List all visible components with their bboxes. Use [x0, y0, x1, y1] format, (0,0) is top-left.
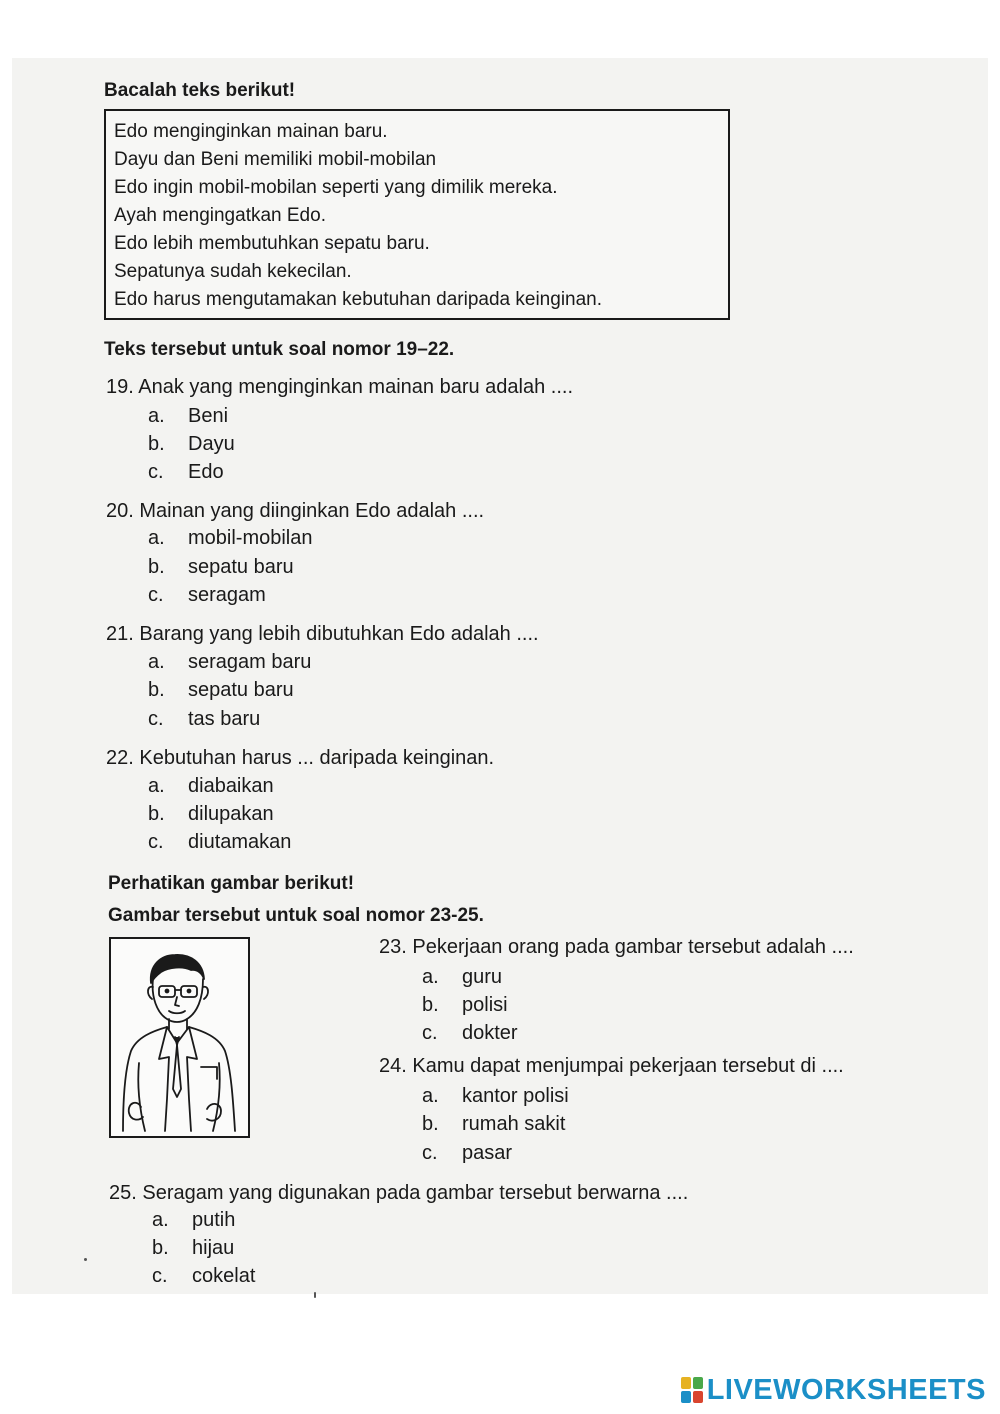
option-25a[interactable]	[152, 1209, 235, 1232]
option-letter: b.	[148, 433, 165, 455]
question-25	[109, 1182, 688, 1205]
option-22a[interactable]	[148, 775, 274, 798]
option-19c[interactable]	[148, 461, 224, 484]
option-text: rumah sakit	[462, 1113, 566, 1135]
option-23c[interactable]	[422, 1022, 518, 1045]
option-text: sepatu baru	[188, 679, 294, 701]
option-24a[interactable]	[422, 1085, 569, 1108]
question-text: Barang yang lebih dibutuhkan Edo adalah ....	[139, 623, 539, 645]
option-21a[interactable]	[148, 651, 311, 674]
reading-instruction: Bacalah teks berikut!	[104, 80, 296, 101]
option-letter: c.	[152, 1265, 168, 1287]
question-number: 25.	[109, 1182, 137, 1204]
option-text: diutamakan	[188, 831, 292, 853]
option-letter: c.	[422, 1142, 438, 1164]
picture-instruction: Perhatikan gambar berikut!	[108, 873, 355, 894]
option-text: Beni	[188, 405, 229, 427]
reading-passage-box	[104, 109, 730, 320]
option-19b[interactable]	[148, 433, 235, 456]
option-text: diabaikan	[188, 775, 274, 797]
option-letter: c.	[148, 831, 164, 853]
reading-line: Ayah mengingatkan Edo.	[114, 205, 326, 226]
doctor-picture-frame	[109, 937, 250, 1138]
liveworksheets-brand: LIVEWORKSHEETS	[706, 1373, 986, 1406]
reading-line: Sepatunya sudah kekecilan.	[114, 261, 352, 282]
option-letter: a.	[422, 966, 439, 988]
option-text: sepatu baru	[188, 556, 294, 578]
question-text: Pekerjaan orang pada gambar tersebut adalah ....	[412, 936, 854, 958]
option-letter: c.	[148, 461, 164, 483]
option-text: seragam baru	[188, 651, 312, 673]
question-text: Seragam yang digunakan pada gambar tersebut berwarna ....	[142, 1182, 689, 1204]
option-letter: a.	[148, 775, 165, 797]
question-22	[106, 747, 494, 770]
question-number: 24.	[379, 1055, 407, 1077]
option-letter: b.	[148, 679, 165, 701]
option-letter: b.	[148, 556, 165, 578]
question-number: 23.	[379, 936, 407, 958]
option-letter: b.	[422, 1113, 439, 1135]
option-letter: c.	[148, 708, 164, 730]
option-text: seragam	[188, 584, 266, 606]
reading-line: Edo harus mengutamakan kebutuhan daripada keinginan.	[114, 289, 603, 310]
option-text: cokelat	[192, 1265, 256, 1287]
option-text: polisi	[462, 994, 508, 1016]
question-21	[106, 623, 539, 646]
option-20c[interactable]	[148, 584, 266, 607]
option-21b[interactable]	[148, 679, 294, 702]
question-23	[379, 936, 854, 959]
liveworksheets-logo-icon	[681, 1377, 703, 1403]
option-text: putih	[192, 1209, 236, 1231]
option-letter: a.	[148, 651, 165, 673]
option-letter: a.	[152, 1209, 169, 1231]
option-text: mobil-mobilan	[188, 527, 313, 549]
reading-caption: Teks tersebut untuk soal nomor 19–22.	[104, 339, 455, 360]
option-24b[interactable]	[422, 1113, 565, 1136]
question-text: Mainan yang diinginkan Edo adalah ....	[139, 500, 485, 522]
option-letter: a.	[422, 1085, 439, 1107]
question-text: Kamu dapat menjumpai pekerjaan tersebut di ....	[412, 1055, 844, 1077]
option-text: tas baru	[188, 708, 261, 730]
option-19a[interactable]	[148, 405, 228, 428]
question-20	[106, 500, 484, 523]
option-text: Dayu	[188, 433, 235, 455]
option-22c[interactable]	[148, 831, 291, 854]
option-23b[interactable]	[422, 994, 508, 1017]
option-letter: c.	[422, 1022, 438, 1044]
option-text: guru	[462, 966, 503, 988]
question-number: 19.	[106, 376, 134, 398]
option-text: dokter	[462, 1022, 518, 1044]
option-20a[interactable]	[148, 527, 313, 550]
option-21c[interactable]	[148, 708, 260, 731]
question-number: 22.	[106, 747, 134, 769]
option-letter: b.	[422, 994, 439, 1016]
option-20b[interactable]	[148, 556, 294, 579]
question-number: 21.	[106, 623, 134, 645]
option-22b[interactable]	[148, 803, 274, 826]
option-letter: b.	[148, 803, 165, 825]
question-19	[106, 376, 573, 399]
option-letter: c.	[148, 584, 164, 606]
option-text: kantor polisi	[462, 1085, 569, 1107]
reading-line: Edo lebih membutuhkan sepatu baru.	[114, 233, 430, 254]
scan-speck	[84, 1258, 87, 1261]
question-number: 20.	[106, 500, 134, 522]
option-24c[interactable]	[422, 1142, 512, 1165]
option-letter: a.	[148, 405, 165, 427]
option-text: pasar	[462, 1142, 513, 1164]
option-text: hijau	[192, 1237, 235, 1259]
option-letter: a.	[148, 527, 165, 549]
option-letter: b.	[152, 1237, 169, 1259]
liveworksheets-logo[interactable]	[681, 1372, 986, 1408]
question-text: Kebutuhan harus ... daripada keinginan.	[139, 747, 495, 769]
option-text: Edo	[188, 461, 224, 483]
reading-line: Edo ingin mobil-mobilan seperti yang dimilik mereka.	[114, 177, 558, 198]
question-text: Anak yang menginginkan mainan baru adalah ....	[138, 376, 574, 398]
option-text: dilupakan	[188, 803, 274, 825]
doctor-illustration-icon	[111, 939, 248, 1136]
question-24	[379, 1055, 844, 1078]
option-25b[interactable]	[152, 1237, 234, 1260]
picture-caption: Gambar tersebut untuk soal nomor 23-25.	[108, 905, 484, 926]
scan-speck	[314, 1292, 316, 1298]
reading-line: Edo menginginkan mainan baru.	[114, 121, 388, 142]
option-25c[interactable]	[152, 1265, 255, 1288]
option-23a[interactable]	[422, 966, 502, 989]
reading-line: Dayu dan Beni memiliki mobil-mobilan	[114, 149, 437, 170]
